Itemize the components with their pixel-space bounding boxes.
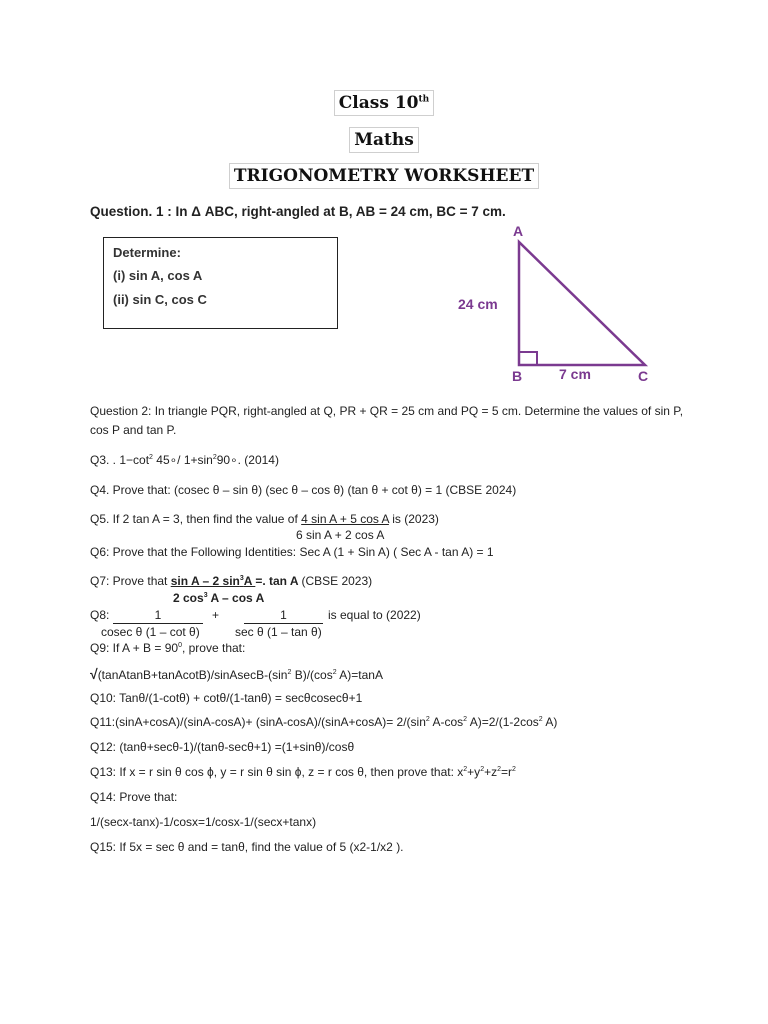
triangle-shape — [519, 242, 645, 365]
question-6: Q6: Prove that the Following Identities: Sec A (1 + Sin A) ( Sec A - tan A) = 1 — [90, 545, 494, 559]
question-12: Q12: (tanθ+secθ-1)/(tanθ-secθ+1) =(1+sinθ)/cosθ — [90, 740, 355, 754]
class-title: Class 10th — [0, 93, 768, 113]
q5-denominator: 6 sin A + 2 cos A — [296, 528, 385, 542]
determine-box — [103, 237, 338, 329]
q7-denominator: 2 $\cos^3 A$ – cos A — [173, 591, 265, 605]
side-ab-label: 24 cm — [458, 296, 498, 312]
question-11: Q11:(sinA+cosA)/(sinA-cosA)+ $(\sin A-\cos A)/(\sin A+\cos A)= 2/(\sin^2$ $A-\cos^2$ $A)=2/(1-2\cos^2$ A) — [90, 715, 558, 729]
q8-fraction-2-denominator: sec θ (1 – tan θ) — [235, 625, 322, 639]
question-9: Q9: If $A + B = 90^0$, prove that: — [90, 641, 246, 655]
question-10: Q10: Tanθ/(1-cotθ) + cotθ/(1-tanθ) = secθcosecθ+1 — [90, 691, 363, 705]
q7-numerator: sin A – 2 $\sin^3A$ — [170, 574, 256, 588]
vertex-c-label: C — [638, 368, 649, 384]
question-3: Q3. . $1-\cot^2$ 45∘/ $1+\sin^290\circ$. (2014) — [90, 453, 279, 467]
question-8-label: Q8: — [90, 608, 110, 622]
vertex-b-label: B — [512, 368, 523, 384]
determine-item-2: (ii) sin C, cos C — [113, 292, 207, 307]
q8-fraction-2-numerator: 1 — [244, 608, 323, 624]
worksheet-title: TRIGONOMETRY WORKSHEET — [0, 166, 768, 186]
q8-fraction-1-denominator: cosec θ (1 – cot θ) — [101, 625, 200, 639]
question-1-text: Question. 1 : In Δ ABC, right-angled at B, AB = 24 cm, BC = 7 cm. — [90, 204, 506, 219]
q8-plus: + — [212, 608, 220, 622]
determine-heading: Determine: — [113, 245, 181, 260]
determine-item-1: (i) sin A, cos A — [113, 268, 203, 283]
question-14-identity: 1/(secx-tanx)-1/cosx=1/cosx-1/(secx+tanx) — [90, 815, 317, 829]
question-15: Q15: If 5x = sec θ and = tanθ, find the value of 5 (x2-1/x2 ). — [90, 840, 404, 854]
side-bc-label: 7 cm — [559, 366, 591, 382]
subject-title: Maths — [0, 130, 768, 150]
question-14: Q14: Prove that: — [90, 790, 178, 804]
q8-fraction-1-numerator: 1 — [113, 608, 203, 624]
question-2-line-1: Question 2: In triangle PQR, right-angled at Q, PR + QR = 25 cm and PQ = 5 cm. Determine the values of sin P, — [90, 404, 684, 418]
question-4: Q4. Prove that: (cosec θ – sin θ) (sec θ – cos θ) (tan θ + cot θ) = 1 (CBSE 2024) — [90, 483, 517, 497]
class-title-superscript: th — [418, 94, 430, 105]
question-9-equation: $√(tanAtanB+tanAcotB)/sinAsecB-(\sin^2$ $B)/(\cos^2$ A)=tanA — [90, 666, 383, 682]
q5-numerator: 4 sin A + 5 cos A — [301, 512, 389, 526]
question-7: Q7: Prove that sin A – 2 $\sin^3A$ =. tan A (CBSE 2023) — [90, 574, 373, 588]
question-2-line-2: cos P and tan P. — [90, 423, 177, 437]
sqrt-symbol: √ — [90, 666, 98, 682]
q8-tail: is equal to (2022) — [328, 608, 421, 622]
right-angle-marker — [519, 352, 537, 365]
question-13: Q13: If x = r sin θ cos ϕ, y = r sin θ sin ϕ, z = r cos θ, then prove that: $x^2+y^2+z^2=r^2$ — [90, 765, 516, 779]
question-5: Q5. If 2 tan A = 3, then find the value of 4 sin A + 5 cos A is (2023) — [90, 512, 439, 526]
vertex-a-label: A — [513, 223, 524, 239]
triangle-figure — [450, 222, 665, 387]
